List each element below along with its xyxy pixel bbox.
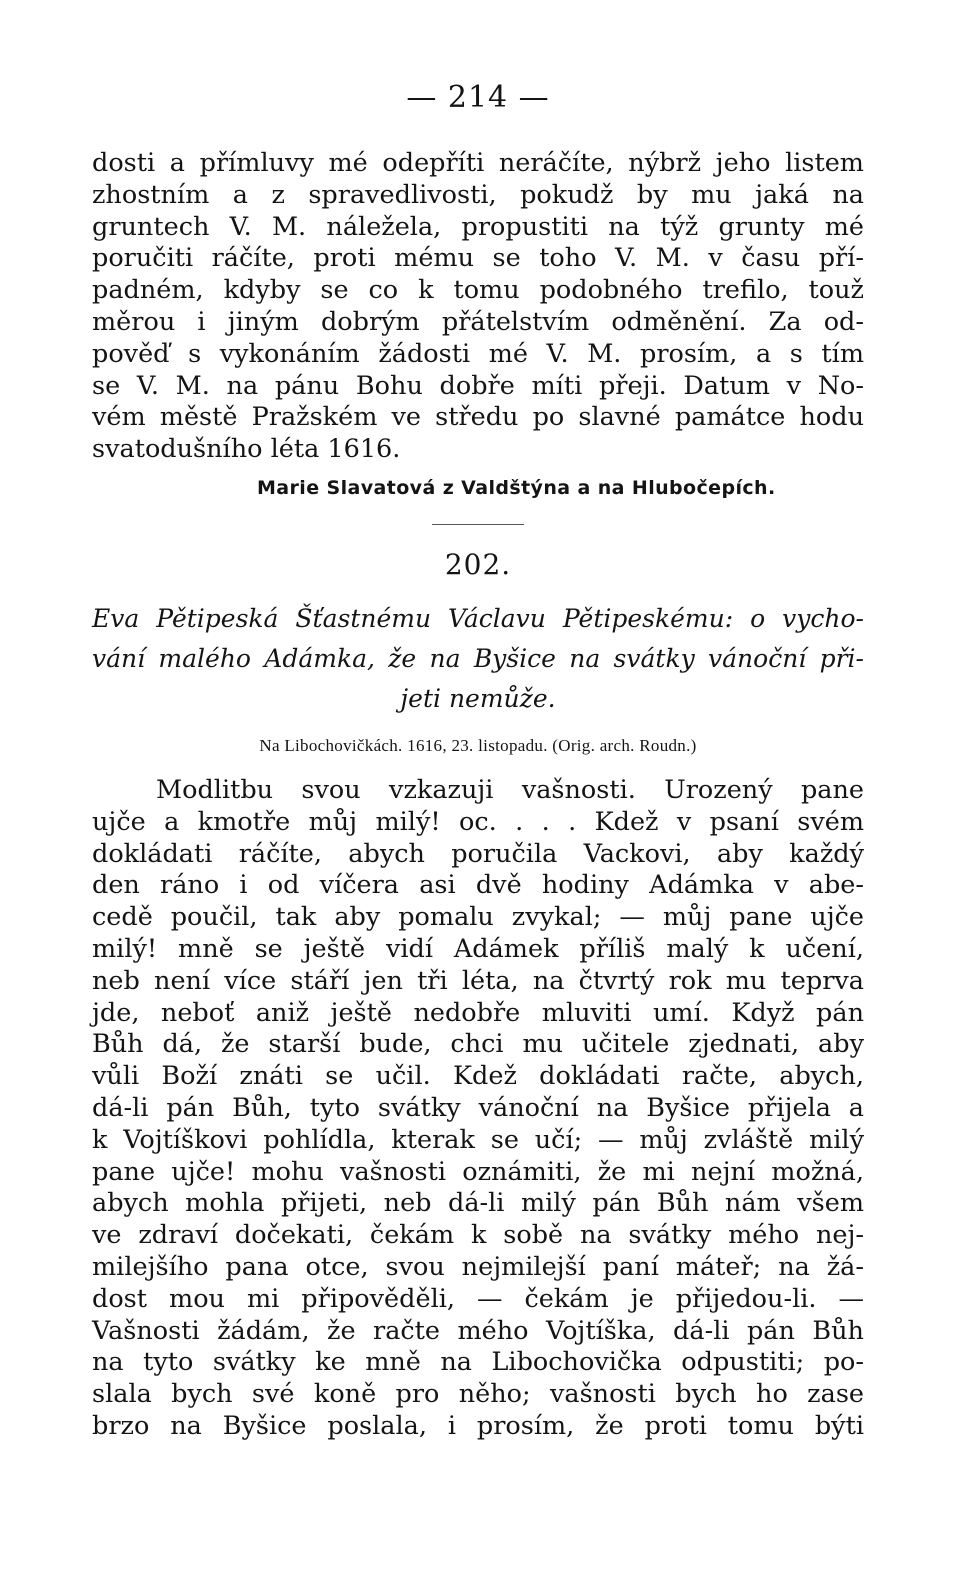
text-line: se V. M. na pánu Bohu dobře míti přeji. Datum v No- [92,370,864,401]
text-line: ujče a kmotře můj milý! oc. . . . Kdež v psaní svém [92,806,864,837]
text-line: milejšího pana otce, svou nejmilejší paní máteř; na žá- [92,1251,864,1282]
letter-number: 202. [444,547,512,581]
text-line: poručiti ráčíte, proti mému se toho V. M. v času pří- [92,243,864,274]
text-line: brzo na Byšice poslala, i prosím, že proti tomu býti [92,1410,864,1441]
page-number: — 214 — [406,80,550,115]
text-line: dá-li pán Bůh, tyto svátky vánoční na Byšice přijela a [92,1092,864,1123]
text-line: vůli Boží znáti se učil. Kdež dokládati račte, abych, [92,1061,864,1092]
text-line: dokládati ráčíte, abych poručila Vackovi, aby každý [92,838,864,869]
text-line: vém městě Pražském ve středu po slavné památce hodu [92,402,864,433]
text-line: pane ujče! mohu vašnosti oznámiti, že mi nejní možná, [92,1156,864,1187]
section-divider [432,524,524,525]
text-line: milý! mně se ještě vidí Adámek příliš malý k učení, [92,933,864,964]
text-line: den ráno i od víčera asi dvě hodiny Adámka v abe- [92,870,864,901]
heading-line: jeti nemůže. [400,683,556,713]
text-line: pověď s vykonáním žádosti mé V. M. prosím, a s tím [92,338,864,369]
text-line: abych mohla přijeti, neb dá-li milý pán Bůh nám všem [92,1188,864,1219]
text-line: jde, neboť aniž ještě nedobře mluviti umí. Když pán [92,997,864,1028]
text-line: ve zdraví dočekati, čekám k sobě na svátky mého nej- [92,1220,864,1251]
book-page [92,78,864,1443]
intro-paragraph [92,148,864,466]
text-line: Modlitbu svou vzkazuji vašnosti. Urozený pane [156,774,864,805]
text-line: Bůh dá, že starší bude, chci mu učitele zjednati, aby [92,1029,864,1060]
heading-line: vání malého Adámka, že na Byšice na svátky vánoční při- [92,643,864,673]
letter-heading [92,599,864,719]
text-line: cedě poučil, tak aby pomalu zvykal; — můj pane ujče [92,902,864,933]
text-line: dosti a přímluvy mé odepříti neráčíte, nýbrž jeho listem [92,148,864,178]
text-line: Vašnosti žádám, že račte mého Vojtíška, dá-li pán Bůh [92,1315,864,1346]
letter-body [92,775,864,1443]
heading-line: Eva Pětipeská Šťastnému Václavu Pětipeskému: o vycho- [92,603,864,633]
text-line: na tyto svátky ke mně na Libochovička odpustiti; po- [92,1347,864,1378]
text-line: k Vojtíškovi pohlídla, kterak se učí; — můj zvláště milý [92,1124,864,1155]
text-line: neb není více stáří jen tři léta, na čtvrtý rok mu teprva [92,965,864,996]
text-line: slala bych své koně pro něho; vašnosti bych ho zase [92,1379,864,1410]
text-line: svatodušního léta 1616. [92,434,401,465]
text-line: zhostním a z spravedlivosti, pokudž by mu jaká na [92,179,864,210]
source-line: Na Libochovičkách. 1616, 23. listopadu. (Orig. arch. Roudn.) [259,735,697,755]
text-line: gruntech V. M. náležela, propustiti na týž grunty mé [92,211,864,242]
signature: Marie Slavatová z Valdštýna a na Hlubočepích. [257,476,776,499]
text-line: měrou i jiným dobrým přátelstvím odměnění. Za od- [92,306,864,337]
text-line: dost mou mi připověděli, — čekám je přijedou-li. — [92,1283,864,1314]
text-line: padném, kdyby se co k tomu podobného trefilo, touž [92,275,864,306]
